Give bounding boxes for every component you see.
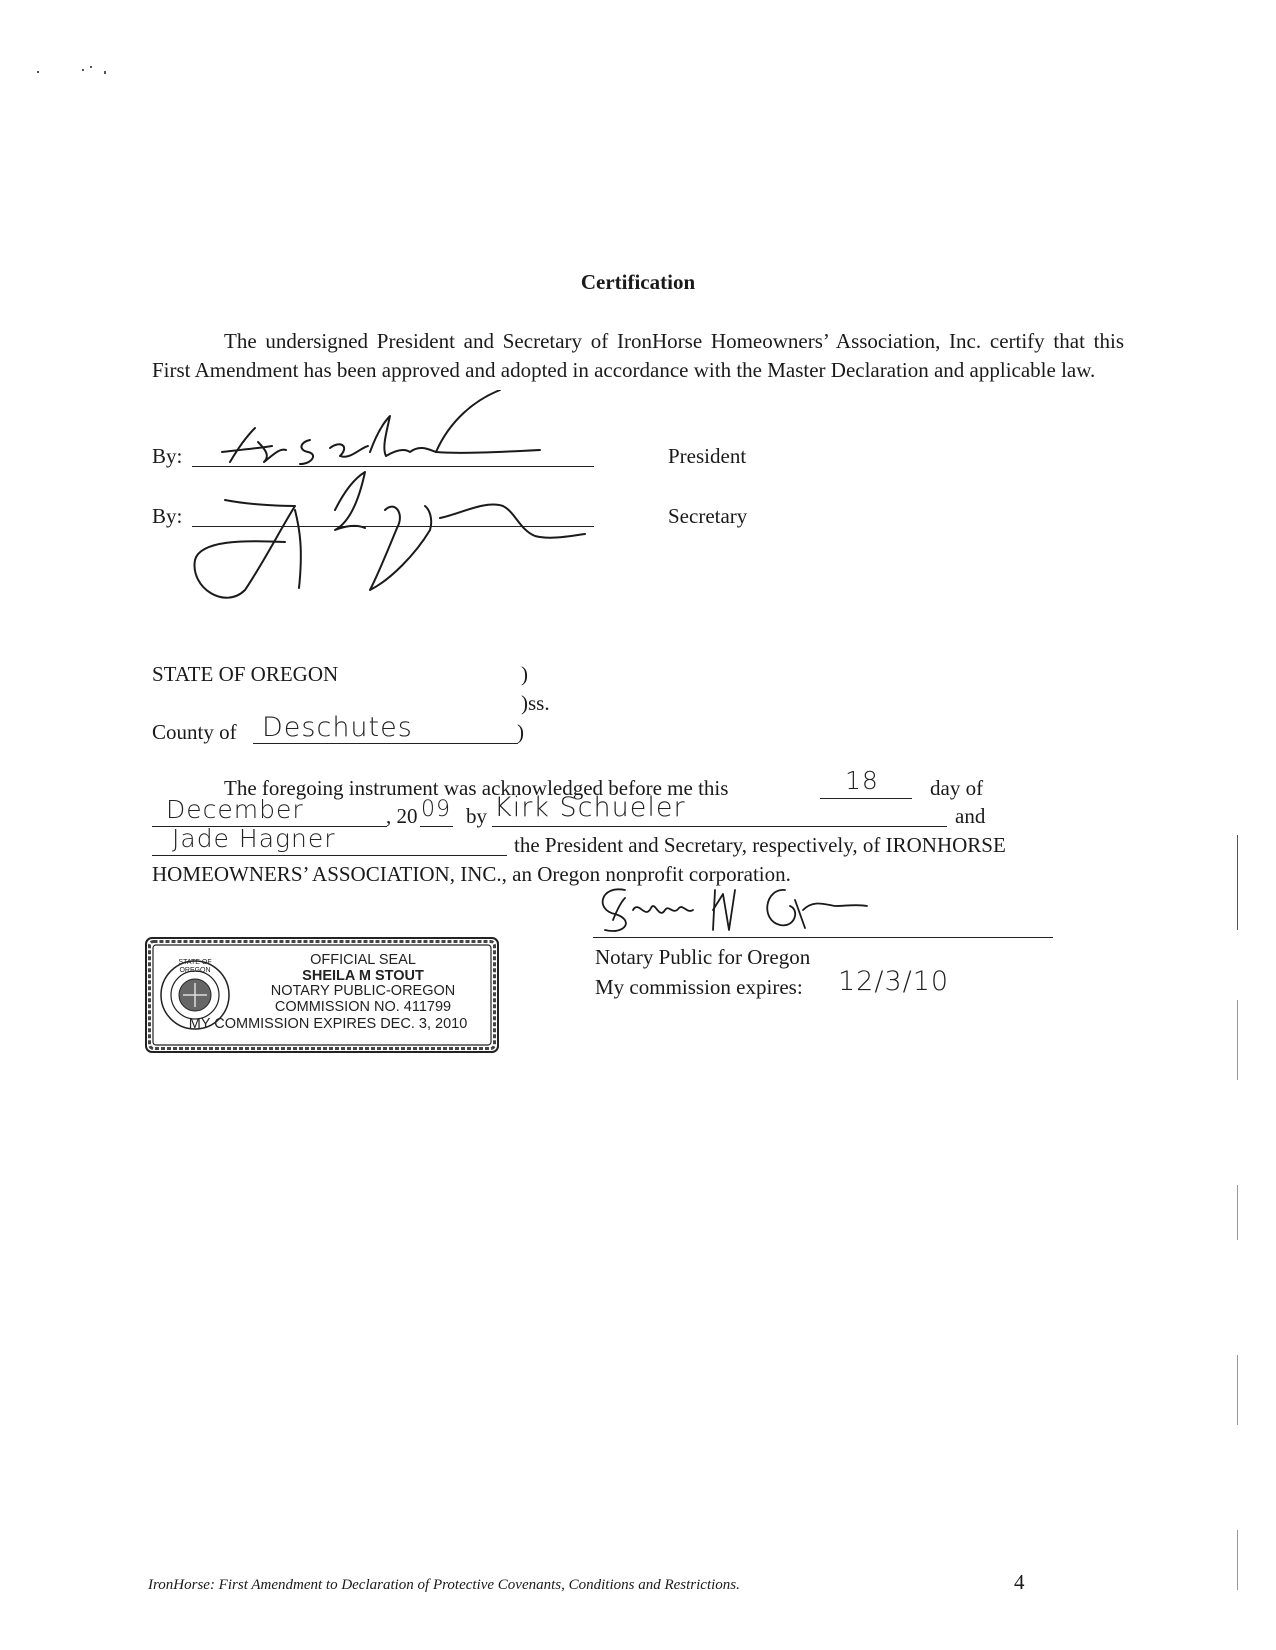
commission-label: My commission expires: [595, 975, 803, 999]
seal-line-expires: MY COMMISSION EXPIRES DEC. 3, 2010 [188, 1016, 468, 1032]
venue-paren: ) [521, 662, 528, 686]
day-value: 18 [845, 766, 879, 795]
scan-speck [104, 71, 106, 74]
seal-line-commission: COMMISSION NO. 411799 [274, 998, 452, 1015]
name1-line [492, 826, 947, 827]
commission-value: 12/3/10 [838, 966, 950, 997]
notary-signature-line [593, 937, 1053, 938]
name2-value: Jade Hagner [172, 824, 336, 853]
page-title: Certification [580, 270, 696, 294]
acknowledgment-intro: The foregoing instrument was acknowledged before me this [224, 776, 729, 800]
seal-emblem-text: STATE OF OREGON [178, 959, 212, 974]
by-label: by [466, 804, 487, 828]
year-suffix: 09 [421, 797, 451, 822]
scan-edge-mark [1237, 1000, 1238, 1080]
scan-edge-mark [1237, 1185, 1238, 1240]
notary-title: Notary Public for Oregon [595, 945, 811, 969]
venue-ss: )ss. [521, 691, 550, 715]
seal-line-official: OFFICIAL SEAL [310, 952, 416, 968]
certification-text: The undersigned President and Secretary of IronHorse Homeowners’ Association, Inc. certify that this First Amendment has been approved and adopted in accordance with the Master Declaration and applicable law. [152, 329, 1124, 382]
roles-text: the President and Secretary, respectively, of IRONHORSE [514, 833, 1006, 857]
president-by-label: By: [152, 444, 183, 468]
scan-edge-mark [1237, 835, 1238, 930]
name1-value: Kirk Schueler [494, 792, 686, 823]
secretary-signature [185, 470, 605, 610]
county-label: County of [152, 720, 237, 744]
president-title: President [668, 444, 747, 468]
county-value: Deschutes [262, 712, 413, 743]
scan-edge-mark [1237, 1355, 1238, 1425]
county-line [253, 743, 518, 744]
day-of-label: day of [930, 776, 984, 800]
seal-text [238, 953, 488, 1015]
notary-signature [595, 880, 895, 940]
name2-line [152, 855, 507, 856]
month-value: December [166, 795, 304, 824]
footer-text: IronHorse: First Amendment to Declaration of Protective Covenants, Conditions and Restrictions. [148, 1577, 740, 1593]
year-prefix: , 20 [386, 804, 418, 828]
venue-paren: ) [517, 720, 524, 744]
day-line [820, 798, 912, 799]
seal-line-notary: NOTARY PUBLIC-OREGON [270, 983, 456, 999]
scan-speck [37, 71, 39, 73]
state-label: STATE OF OREGON [152, 662, 339, 686]
seal-line-name: SHEILA M STOUT [302, 967, 424, 984]
notary-seal [143, 935, 501, 1055]
president-signature [200, 390, 560, 475]
year-line [420, 826, 453, 827]
association-text: HOMEOWNERS’ ASSOCIATION, INC., an Oregon nonprofit corporation. [152, 862, 791, 886]
page-number: 4 [1014, 1570, 1025, 1594]
certification-paragraph [152, 327, 1124, 385]
secretary-title: Secretary [668, 504, 748, 528]
and-label: and [955, 804, 986, 828]
secretary-by-label: By: [152, 504, 183, 528]
scan-speck [82, 69, 84, 71]
scan-edge-mark [1237, 1530, 1238, 1590]
scan-speck [90, 66, 92, 68]
